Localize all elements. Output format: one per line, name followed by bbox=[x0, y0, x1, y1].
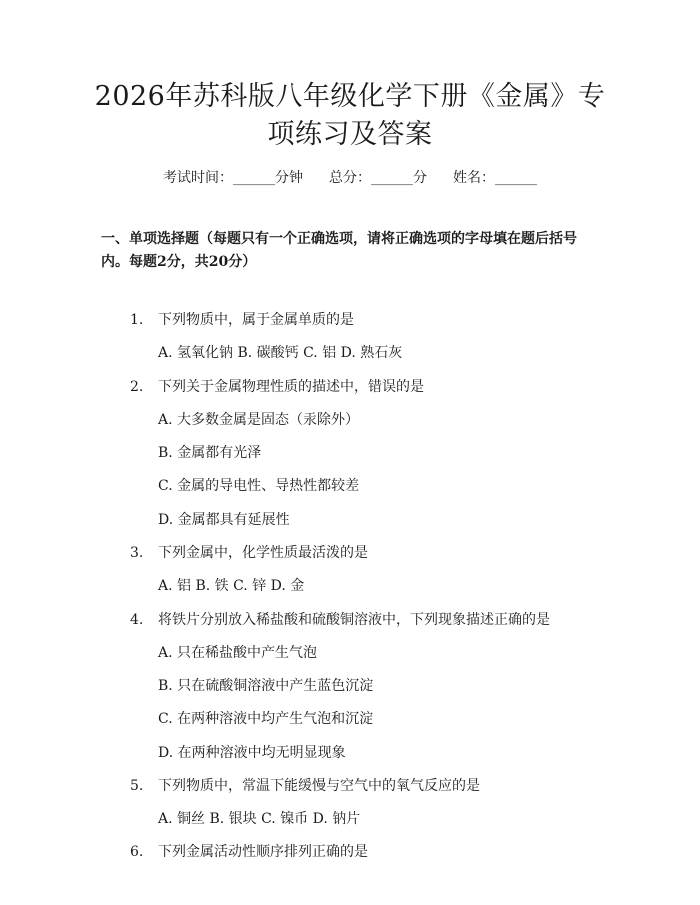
exam-time-field: 考试时间：______分钟 bbox=[163, 170, 303, 186]
question-number: 6. bbox=[130, 844, 144, 860]
question-5-options: A. 铜丝 B. 银块 C. 镍币 D. 钠片 bbox=[158, 811, 361, 827]
question-3-options: A. 铝 B. 铁 C. 锌 D. 金 bbox=[158, 578, 305, 594]
question-text: 将铁片分别放入稀盐酸和硫酸铜溶液中，下列现象描述正确的是 bbox=[158, 612, 550, 628]
question-text: 下列物质中，常温下能缓慢与空气中的氧气反应的是 bbox=[158, 778, 480, 794]
question-2-option-c: C. 金属的导电性、导热性都较差 bbox=[158, 478, 360, 494]
question-number: 4. bbox=[130, 612, 144, 628]
question-6 bbox=[130, 842, 368, 862]
question-5 bbox=[130, 776, 480, 796]
question-2 bbox=[130, 377, 424, 397]
question-2-option-a: A. 大多数金属是固态（汞除外） bbox=[158, 412, 360, 428]
question-number: 3. bbox=[130, 545, 144, 561]
question-1 bbox=[130, 310, 354, 330]
question-text: 下列金属活动性顺序排列正确的是 bbox=[158, 844, 368, 860]
question-4-option-b: B. 只在硫酸铜溶液中产生蓝色沉淀 bbox=[158, 678, 374, 694]
question-2-option-d: D. 金属都具有延展性 bbox=[158, 512, 290, 528]
student-name-field: 姓名：______ bbox=[453, 170, 537, 186]
question-number: 5. bbox=[130, 778, 144, 794]
question-number: 2. bbox=[130, 379, 144, 395]
question-4 bbox=[130, 610, 550, 630]
total-score-field: 总分：______分 bbox=[329, 170, 427, 186]
section-heading: 一、单项选择题（每题只有一个正确选项，请将正确选项的字母填在题后括号内。每题2分，共20分） bbox=[101, 231, 577, 270]
exam-meta bbox=[0, 168, 700, 188]
question-3 bbox=[130, 543, 368, 563]
question-number: 1. bbox=[130, 312, 144, 328]
question-4-option-d: D. 在两种溶液中均无明显现象 bbox=[158, 745, 346, 761]
question-4-option-a: A. 只在稀盐酸中产生气泡 bbox=[158, 645, 318, 661]
question-4-option-c: C. 在两种溶液中均产生气泡和沉淀 bbox=[158, 711, 374, 727]
question-1-options: A. 氢氧化钠 B. 碳酸钙 C. 铝 D. 熟石灰 bbox=[158, 345, 403, 361]
question-text: 下列关于金属物理性质的描述中，错误的是 bbox=[158, 379, 424, 395]
question-2-option-b: B. 金属都有光泽 bbox=[158, 445, 262, 461]
question-text: 下列物质中，属于金属单质的是 bbox=[158, 312, 354, 328]
page-title: 2026年苏科版八年级化学下册《金属》专项练习及答案 bbox=[94, 81, 606, 150]
question-text: 下列金属中，化学性质最活泼的是 bbox=[158, 545, 368, 561]
